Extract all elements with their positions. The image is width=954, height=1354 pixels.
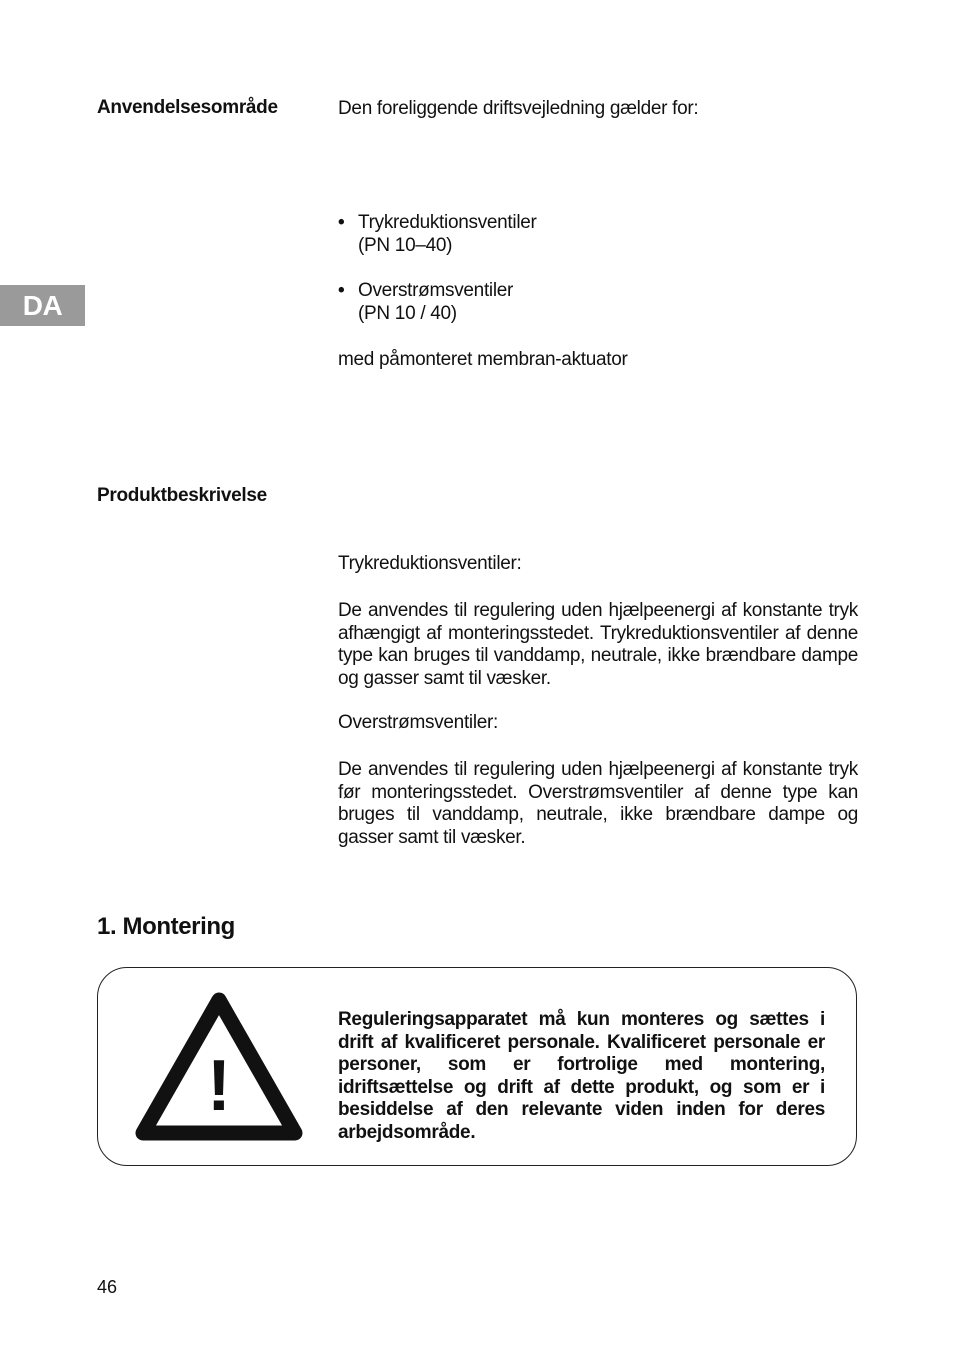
bullet-line: (PN 10–40) bbox=[358, 234, 453, 256]
product-label: Produktbeskrivelse bbox=[97, 485, 267, 506]
warning-text: Reguleringsapparatet må kun monteres og sættes i drift af kvalificeret personale. Kvalificeret personale er personer, som er fortrolige med montering, idriftsættelse og drift af dette produkt, og som er i besiddelse af den relevante viden inden for deres arbejdsområde. bbox=[338, 1009, 825, 1143]
bullet-line: Overstrømsventiler bbox=[358, 280, 514, 301]
page-number: 46 bbox=[97, 1277, 118, 1297]
overflow-valve-title: Overstrømsventiler: bbox=[338, 712, 499, 733]
pressure-reducer-text: De anvendes til regulering uden hjælpeenergi af konstante tryk afhængigt af monteringsstedet. Trykreduktionsventiler af denne type kan bruges til vanddamp, neutrale, ikke brændbare dampe og gasser samt til væsker. bbox=[338, 600, 858, 689]
scope-outro: med påmonteret membran-aktuator bbox=[338, 349, 628, 370]
bullet-line: Trykreduktionsventiler bbox=[358, 212, 537, 233]
bullet-marker: • bbox=[338, 280, 345, 301]
language-tab: DA bbox=[0, 285, 85, 326]
warning-triangle-icon bbox=[133, 990, 305, 1142]
pressure-reducer-title: Trykreduktionsventiler: bbox=[338, 553, 522, 574]
bullet-line: (PN 10 / 40) bbox=[358, 302, 457, 324]
scope-label: Anvendelsesområde bbox=[97, 97, 278, 118]
scope-intro: Den foreliggende driftsvejledning gælder for: bbox=[338, 98, 699, 119]
warning-symbol: ! bbox=[207, 1046, 231, 1126]
overflow-valve-text: De anvendes til regulering uden hjælpeenergi af konstante tryk før monteringsstedet. Overstrømsventiler af denne type kan bruges til vanddamp, neutrale, ikke brændbare dampe og gasser samt til væsker. bbox=[338, 759, 858, 848]
section-heading: 1. Montering bbox=[97, 913, 235, 940]
bullet-marker: • bbox=[338, 212, 345, 233]
